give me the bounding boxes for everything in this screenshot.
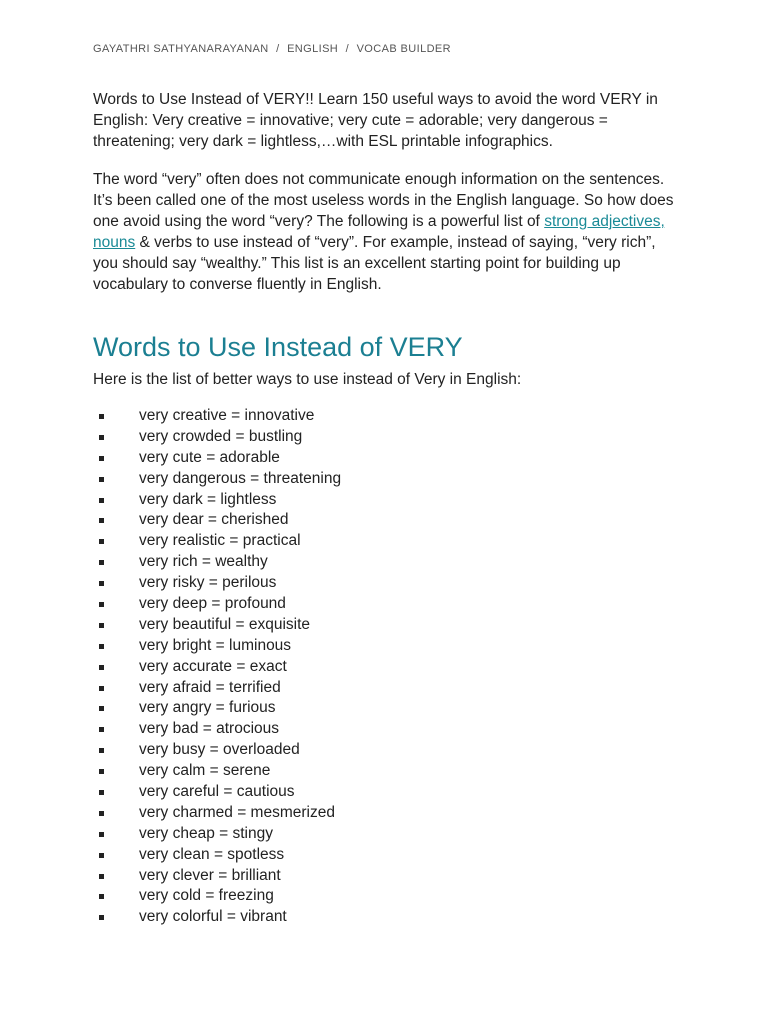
list-item-text: very calm = serene — [139, 762, 271, 780]
list-item-text: very dangerous = threatening — [139, 469, 342, 487]
list-item-text: very cute = adorable — [139, 448, 280, 466]
square-bullet-icon — [99, 727, 104, 732]
list-item-text: very bad = atrocious — [139, 720, 280, 738]
breadcrumb-author[interactable]: GAYATHRI SATHYANARAYANAN — [93, 43, 269, 55]
list-item-text: very dark = lightless — [139, 490, 277, 508]
list-intro: Here is the list of better ways to use instead of Very in English: — [93, 371, 522, 388]
list-item-text: very creative = innovative — [139, 407, 315, 424]
section-heading: Words to Use Instead of VERY — [93, 332, 463, 362]
square-bullet-icon — [99, 665, 104, 670]
list-item-text: very accurate = exact — [139, 657, 287, 675]
square-bullet-icon — [99, 456, 104, 461]
list-item-text: very cold = freezing — [139, 887, 274, 905]
breadcrumb-separator: / — [345, 43, 350, 55]
list-item-text: very colorful = vibrant — [139, 908, 287, 926]
square-bullet-icon — [99, 811, 104, 816]
list-item-text: very afraid = terrified — [139, 678, 281, 696]
square-bullet-icon — [99, 560, 104, 565]
square-bullet-icon — [99, 706, 104, 711]
list-item-text: very charmed = mesmerized — [139, 803, 335, 821]
breadcrumb — [93, 43, 451, 55]
list-item-text: very busy = overloaded — [139, 741, 300, 759]
breadcrumb-section[interactable]: VOCAB BUILDER — [356, 43, 452, 55]
list-item-text: very risky = perilous — [139, 574, 277, 592]
square-bullet-icon — [99, 623, 104, 628]
square-bullet-icon — [99, 435, 104, 440]
list-item-text: very cheap = stingy — [139, 824, 273, 842]
list-item-text: very angry = furious — [139, 699, 276, 717]
intro-paragraph: Words to Use Instead of VERY!! Learn 150 useful ways to avoid the word VERY in English: Very creative = innovative; very cute = adorable; very dangerous = threatening; very dark = lightless,…with ESL printable infographics. — [93, 91, 658, 150]
square-bullet-icon — [99, 915, 104, 920]
square-bullet-icon — [99, 769, 104, 774]
breadcrumb-category[interactable]: ENGLISH — [287, 43, 339, 55]
square-bullet-icon — [99, 477, 104, 482]
list-item-text: very clever = brilliant — [139, 866, 281, 884]
body-text-before-link: The word “very” often does not communicate enough information on the sentences. It’s been called one of the most useless words in the English language. So how does one avoid using the word “very? The following is a powerful list of — [93, 171, 674, 230]
list-item-text: very realistic = practical — [139, 532, 301, 550]
list-item-text: very beautiful = exquisite — [139, 615, 311, 633]
list-item-text: very careful = cautious — [139, 783, 295, 801]
list-item-text: very dear = cherished — [139, 511, 289, 529]
square-bullet-icon — [99, 686, 104, 691]
list-item-text: very deep = profound — [139, 595, 286, 613]
square-bullet-icon — [99, 581, 104, 586]
square-bullet-icon — [99, 894, 104, 899]
body-text-after-link: & verbs to use instead of “very”. For example, instead of saying, “very rich”, you should say “wealthy.” This list is an excellent starting point for building up vocabulary to converse fluently in English. — [93, 234, 656, 293]
list-item-text: very clean = spotless — [139, 845, 285, 863]
square-bullet-icon — [99, 853, 104, 858]
square-bullet-icon — [99, 874, 104, 879]
square-bullet-icon — [99, 602, 104, 607]
body-paragraph — [93, 169, 683, 295]
square-bullet-icon — [99, 748, 104, 753]
adjectives-nouns-link[interactable]: strong adjectives, nouns — [93, 213, 665, 251]
square-bullet-icon — [99, 498, 104, 503]
breadcrumb-separator: / — [276, 43, 280, 55]
list-item-text: very bright = luminous — [139, 636, 292, 654]
square-bullet-icon — [99, 539, 104, 544]
square-bullet-icon — [99, 832, 104, 837]
square-bullet-icon — [99, 518, 104, 523]
square-bullet-icon — [99, 790, 104, 795]
list-item-text: very rich = wealthy — [139, 553, 268, 571]
square-bullet-icon — [99, 414, 104, 419]
square-bullet-icon — [99, 644, 104, 649]
list-item-text: very crowded = bustling — [139, 427, 303, 445]
